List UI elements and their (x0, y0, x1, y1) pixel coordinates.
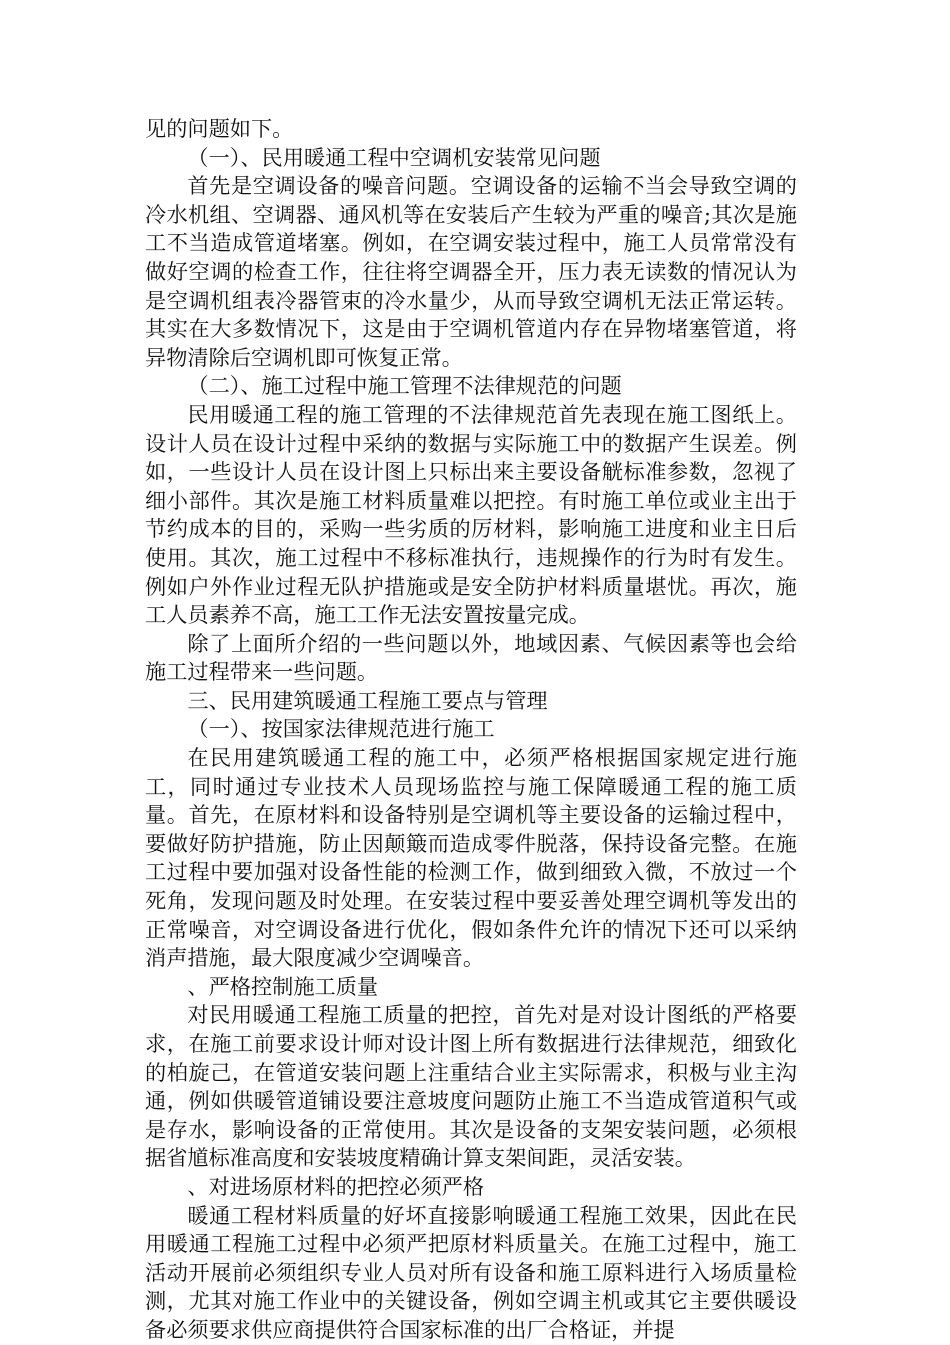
subheading-hvac-installation-issues: （一）、民用暖通工程中空调机安装常见问题 (187, 144, 601, 170)
paragraph-other-factors: 除了上面所介绍的一些问题以外，地域因素、气候因素等也会给施工过程带来一些问题。 (145, 630, 797, 685)
paragraph-materials-control: 暖通工程材料质量的好坏直接影响暖通工程施工效果，因此在民用暖通工程施工过程中必须严把原材料质量关。在施工过程中，施工活动开展前必须组织专业人员对所有设备和施工原料进行入场质量检测，尤其对施工作业中的关键设备，例如空调主机或其它主要供暖设备必须要求供应商提供符合国家标准的出厂合格证，并提 (145, 1202, 797, 1342)
section-heading-key-points: 三、民用建筑暖通工程施工要点与管理 (187, 687, 548, 713)
paragraph-continuation: 见的问题如下。 (145, 116, 294, 141)
paragraph-quality-control: 对民用暖通工程施工质量的把控，首先对是对设计图纸的严格要求，在施工前要求设计师对设计图上所有数据进行法律规范，细致化的柏旋己，在管道安装问题上注重结合业主实际需求，积极与业主沟通，例如供暖管道铺设要注意坡度问题防止施工不当造成管道积气或是存水，影响设备的正常使用。其次是设备的支架安装问题，必须根据省馗标准高度和安装坡度精确计算支架间距，灵活安装。 (145, 1002, 797, 1171)
paragraph-noise-and-blockage: 首先是空调设备的噪音问题。空调设备的运输不当会导致空调的冷水机组、空调器、通风机等在安装后产生较为严重的噪音;其次是施工不当造成管道堵塞。例如，在空调安装过程中，施工人员常常没有做好空调的检查工作，往往将空调器全开，压力表无读数的情况认为是空调机组表冷器管束的冷水量少，从而导致空调机无法正常运转。其实在大多数情况下，这是由于空调机管道内存在异物堵塞管道，将异物清除后空调机即可恢复正常。 (145, 173, 797, 370)
subheading-materials-control: 、对进场原材料的把控必须严格 (187, 1173, 485, 1199)
subheading-national-standards: （一）、按国家法律规范进行施工 (187, 716, 495, 742)
body-text (145, 115, 797, 1345)
paragraph-national-standards: 在民用建筑暖通工程的施工中，必须严格根据国家规定进行施工，同时通过专业技术人员现场监控与施工保障暖通工程的施工质量。首先，在原材料和设备特别是空调机等主要设备的运输过程中，要做好防护措施，防止因颠簸而造成零件脱落，保持设备完整。在施工过程中要加强对设备性能的检测工作，做到细致入微，不放过一个死角，发现问题及时处理。在安装过程中要妥善处理空调机等发出的正常噪音，对空调设备进行优化，假如条件允许的情况下还可以采纳消声措施，最大限度减少空调噪音。 (145, 745, 797, 971)
subheading-quality-control: 、严格控制施工质量 (187, 973, 379, 999)
paragraph-management-problems: 民用暖通工程的施工管理的不法律规范首先表现在施工图纸上。设计人员在设计过程中采纳的数据与实际施工中的数据产生误差。例如，一些设计人员在设计图上只标出来主要设备觥标准参数，忽视了细小部件。其次是施工材料质量难以把控。有时施工单位或业主出于节约成本的目的，采购一些劣质的厉材料，影响施工进度和业主日后使用。其次，施工过程中不移标准执行，违规操作的行为时有发生。例如户外作业过程无队护措施或是安全防护材料质量堪忧。再次，施工人员素养不高，施工工作无法安置按量完成。 (145, 401, 797, 628)
subheading-construction-management-issues: （二）、施工过程中施工管理不法律规范的问题 (187, 373, 622, 399)
